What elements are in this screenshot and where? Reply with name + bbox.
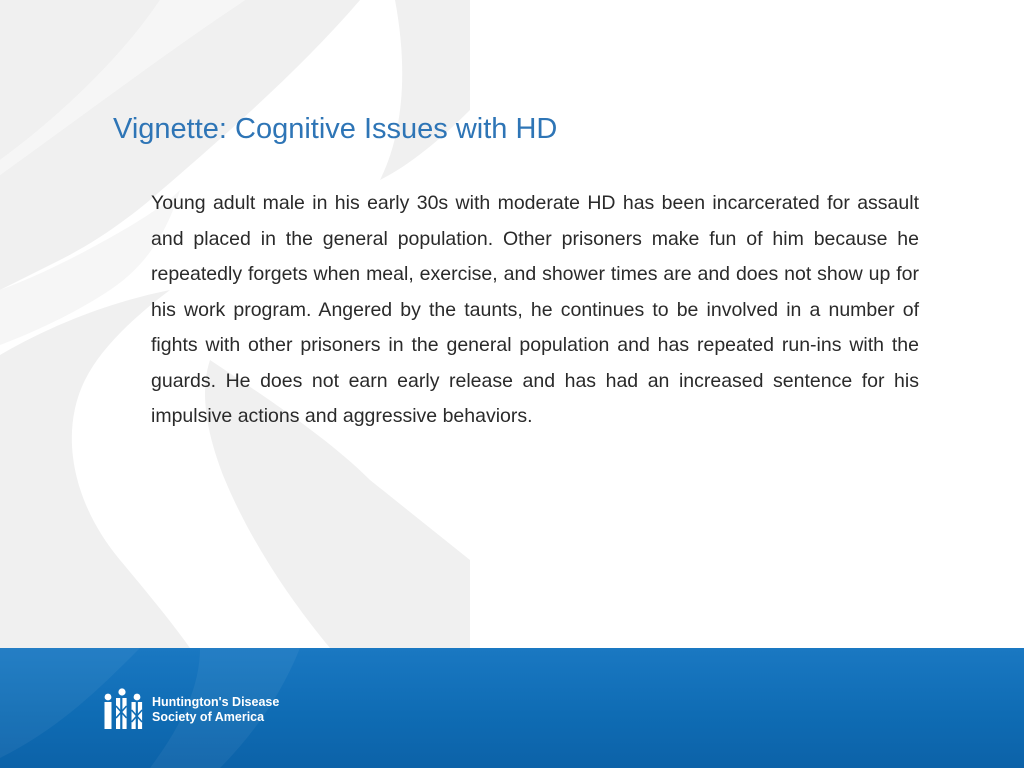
logo-org-name-line1: Huntington's Disease — [152, 694, 280, 709]
slide-title: Vignette: Cognitive Issues with HD — [113, 113, 558, 145]
logo-org-name-line2: Society of America — [152, 710, 265, 724]
logo-text — [152, 695, 279, 726]
hdsa-logo — [104, 686, 279, 734]
hdsa-logo-icon — [104, 688, 146, 732]
vignette-paragraph: Young adult male in his early 30s with moderate HD has been incarcerated for assault and placed in the general population. Other prisoners make fun of him because he repeatedly forgets when meal, exercise, and shower times are and does not show up for his work program. Angered by the taunts, he continues to be involved in a number of fights with other prisoners in the general population and has repeated run-ins with the guards. He does not earn early release and has had an increased sentence for his impulsive actions and aggressive behaviors. — [151, 192, 919, 427]
